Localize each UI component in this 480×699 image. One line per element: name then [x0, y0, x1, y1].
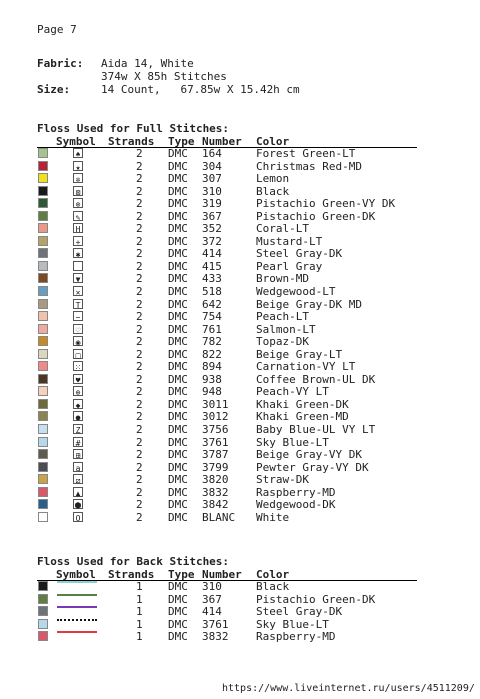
color-name-cell: Raspberry-MD	[256, 485, 336, 499]
table-row	[37, 512, 417, 525]
color-name-cell: Peach-VY LT	[256, 385, 329, 399]
back-stitches-title: Floss Used for Back Stitches:	[37, 555, 230, 568]
number-cell: 894	[202, 360, 222, 374]
color-swatch	[38, 449, 48, 459]
strands-cell: 2	[136, 385, 143, 399]
stitch-symbol-icon: ⁙	[74, 363, 82, 373]
stitch-symbol-icon	[73, 261, 83, 271]
table-row	[37, 299, 417, 312]
stitch-symbol-icon: −	[73, 311, 83, 321]
header-strands: Strands	[108, 135, 155, 148]
color-name-cell: Peach-LT	[256, 310, 309, 324]
type-cell: DMC	[168, 617, 188, 631]
color-swatch	[38, 499, 48, 509]
number-cell: 3787	[202, 448, 229, 462]
header-color: Color	[256, 568, 290, 581]
table-row	[37, 594, 417, 607]
backstitch-line-symbol	[57, 619, 97, 621]
strands-cell: 2	[136, 510, 143, 524]
color-name-cell: Khaki Green-MD	[256, 410, 349, 424]
color-name-cell: Pistachio Green-DK	[256, 592, 376, 606]
type-cell: DMC	[168, 410, 188, 424]
color-swatch	[38, 487, 48, 497]
table-row	[37, 211, 417, 224]
color-swatch	[38, 223, 48, 233]
strands-cell: 2	[136, 410, 143, 424]
stitch-symbol-icon: ⧄	[73, 474, 83, 484]
table-row	[37, 474, 417, 487]
table-row	[37, 173, 417, 186]
color-name-cell: Pewter Gray-VY DK	[256, 460, 369, 474]
stitch-symbol-icon: ▼	[73, 273, 83, 283]
color-name-cell: Coffee Brown-UL DK	[256, 372, 376, 386]
color-swatch	[38, 631, 48, 641]
color-name-cell: Straw-DK	[256, 473, 309, 487]
type-cell: DMC	[168, 397, 188, 411]
strands-cell: 2	[136, 247, 143, 261]
number-cell: 948	[202, 385, 222, 399]
type-cell: DMC	[168, 498, 188, 512]
stitch-symbol-icon: +	[73, 236, 83, 246]
table-row	[37, 248, 417, 261]
color-name-cell: Wedgewood-LT	[256, 285, 336, 299]
stitch-symbol-icon: ✲	[73, 173, 83, 183]
strands-cell: 2	[136, 285, 143, 299]
number-cell: 3761	[202, 617, 229, 631]
type-cell: DMC	[168, 184, 188, 198]
header-type: Type	[168, 135, 195, 148]
table-row	[37, 499, 417, 512]
page-label: Page 7	[37, 23, 77, 36]
color-swatch	[38, 411, 48, 421]
header-symbol: Symbol	[56, 568, 96, 581]
number-cell: 3820	[202, 473, 229, 487]
type-cell: DMC	[168, 159, 188, 173]
color-name-cell: Topaz-DK	[256, 335, 309, 349]
color-name-cell: Black	[256, 184, 290, 198]
backstitch-line-symbol	[57, 606, 97, 608]
color-swatch	[38, 606, 48, 616]
number-cell: 367	[202, 209, 222, 223]
stitch-symbol-icon: a	[73, 462, 83, 472]
stitch-symbol-icon: O	[73, 512, 83, 522]
stitch-symbol-icon: ♠	[73, 148, 83, 158]
type-cell: DMC	[168, 322, 188, 336]
strands-cell: 2	[136, 460, 143, 474]
size-value: 14 Count, 67.85w X 15.42h cm	[101, 83, 300, 96]
number-cell: 761	[202, 322, 222, 336]
backstitch-line-symbol	[57, 581, 97, 583]
strands-cell: 2	[136, 222, 143, 236]
stitch-symbol-icon: H	[73, 223, 83, 233]
type-cell: DMC	[168, 473, 188, 487]
strands-cell: 2	[136, 485, 143, 499]
table-row	[37, 606, 417, 619]
type-cell: DMC	[168, 360, 188, 374]
type-cell: DMC	[168, 592, 188, 606]
strands-cell: 2	[136, 448, 143, 462]
table-row	[37, 198, 417, 211]
stitch-symbol-icon: ♥	[73, 374, 83, 384]
color-name-cell: Pistachio Green-DK	[256, 209, 376, 223]
color-name-cell: Christmas Red-MD	[256, 159, 362, 173]
color-name-cell: Wedgewood-DK	[256, 498, 336, 512]
type-cell: DMC	[168, 460, 188, 474]
number-cell: 415	[202, 259, 222, 273]
stitch-symbol-icon: ●	[73, 411, 83, 421]
number-cell: 3012	[202, 410, 229, 424]
color-swatch	[38, 211, 48, 221]
color-swatch	[38, 299, 48, 309]
strands-cell: 2	[136, 159, 143, 173]
color-swatch	[38, 173, 48, 183]
number-cell: 310	[202, 184, 222, 198]
type-cell: DMC	[168, 630, 188, 644]
stitch-symbol-icon: □	[73, 349, 83, 359]
back-stitches-rows	[37, 581, 417, 644]
strands-cell: 2	[136, 209, 143, 223]
color-swatch	[38, 386, 48, 396]
strands-cell: 1	[136, 605, 143, 619]
table-row	[37, 286, 417, 299]
number-cell: 754	[202, 310, 222, 324]
stitch-symbol-icon: ♡	[73, 324, 83, 334]
color-name-cell: Black	[256, 580, 290, 593]
number-cell: 3761	[202, 435, 229, 449]
table-row	[37, 161, 417, 174]
type-cell: DMC	[168, 347, 188, 361]
header-strands: Strands	[108, 568, 155, 581]
color-swatch	[38, 186, 48, 196]
strands-cell: 2	[136, 360, 143, 374]
number-cell: 414	[202, 605, 222, 619]
number-cell: 3799	[202, 460, 229, 474]
full-stitches-title: Floss Used for Full Stitches:	[37, 122, 230, 135]
table-row	[37, 349, 417, 362]
color-name-cell: Sky Blue-LT	[256, 435, 329, 449]
type-cell: DMC	[168, 485, 188, 499]
table-row	[37, 449, 417, 462]
color-name-cell: Salmon-LT	[256, 322, 316, 336]
full-stitches-table	[37, 135, 417, 524]
table-row	[37, 424, 417, 437]
type-cell: DMC	[168, 310, 188, 324]
type-cell: DMC	[168, 147, 188, 160]
number-cell: 310	[202, 580, 222, 593]
full-stitches-rows	[37, 148, 417, 524]
type-cell: DMC	[168, 272, 188, 286]
number-cell: 938	[202, 372, 222, 386]
color-name-cell: Carnation-VY LT	[256, 360, 356, 374]
number-cell: 433	[202, 272, 222, 286]
strands-cell: 1	[136, 592, 143, 606]
full-stitches-header	[37, 135, 417, 148]
size-label: Size:	[37, 83, 71, 96]
number-cell: 319	[202, 197, 222, 211]
color-name-cell: Raspberry-MD	[256, 630, 336, 644]
number-cell: 414	[202, 247, 222, 261]
number-cell: 3842	[202, 498, 229, 512]
strands-cell: 2	[136, 147, 143, 160]
stitch-symbol-icon: ⊠	[73, 186, 83, 196]
type-cell: DMC	[168, 335, 188, 349]
strands-cell: 2	[136, 397, 143, 411]
strands-cell: 2	[136, 259, 143, 273]
type-cell: DMC	[168, 605, 188, 619]
fabric-label: Fabric:	[37, 57, 84, 70]
backstitch-line-symbol	[57, 594, 97, 596]
color-name-cell: White	[256, 510, 290, 524]
color-swatch	[38, 148, 48, 158]
color-swatch	[38, 349, 48, 359]
stitch-symbol-icon: ⬢	[74, 501, 82, 511]
back-stitches-table	[37, 568, 417, 644]
color-swatch	[38, 336, 48, 346]
back-stitches-header	[37, 568, 417, 581]
strands-cell: 2	[136, 184, 143, 198]
number-cell: 822	[202, 347, 222, 361]
color-swatch	[38, 286, 48, 296]
stitch-symbol-icon: ✎	[73, 211, 83, 221]
color-swatch	[38, 462, 48, 472]
color-name-cell: Khaki Green-DK	[256, 397, 349, 411]
color-name-cell: Beige Gray-DK MD	[256, 297, 362, 311]
color-swatch	[38, 236, 48, 246]
header-color: Color	[256, 135, 290, 148]
strands-cell: 1	[136, 580, 143, 593]
number-cell: 3011	[202, 397, 229, 411]
strands-cell: 2	[136, 272, 143, 286]
type-cell: DMC	[168, 234, 188, 248]
table-row	[37, 261, 417, 274]
strands-cell: 2	[136, 347, 143, 361]
color-swatch	[38, 437, 48, 447]
stitch-symbol-icon: ✱	[73, 248, 83, 258]
stitch-symbol-icon: ⊗	[73, 198, 83, 208]
header-number: Number	[202, 135, 242, 148]
table-row	[37, 631, 417, 644]
color-swatch	[38, 424, 48, 434]
color-name-cell: Steel Gray-DK	[256, 247, 343, 261]
number-cell: 352	[202, 222, 222, 236]
fabric-stitches: 374w X 85h Stitches	[101, 70, 227, 83]
strands-cell: 2	[136, 172, 143, 186]
strands-cell: 2	[136, 498, 143, 512]
color-name-cell: Sky Blue-LT	[256, 617, 329, 631]
color-name-cell: Baby Blue-UL VY LT	[256, 423, 376, 437]
color-swatch	[38, 512, 48, 522]
backstitch-line-symbol	[57, 631, 97, 633]
color-swatch	[38, 374, 48, 384]
color-swatch	[38, 161, 48, 171]
number-cell: 307	[202, 172, 222, 186]
table-row	[37, 223, 417, 236]
color-name-cell: Beige Gray-VY DK	[256, 448, 362, 462]
number-cell: 164	[202, 147, 222, 160]
table-row	[37, 273, 417, 286]
stitch-symbol-icon: T	[73, 299, 83, 309]
color-name-cell: Brown-MD	[256, 272, 309, 286]
strands-cell: 2	[136, 335, 143, 349]
number-cell: 372	[202, 234, 222, 248]
strands-cell: 2	[136, 310, 143, 324]
strands-cell: 2	[136, 197, 143, 211]
color-swatch	[38, 594, 48, 604]
stitch-symbol-icon: #	[73, 437, 83, 447]
color-name-cell: Pearl Gray	[256, 259, 323, 273]
strands-cell: 2	[136, 435, 143, 449]
strands-cell: 2	[136, 372, 143, 386]
color-swatch	[38, 399, 48, 409]
color-name-cell: Coral-LT	[256, 222, 309, 236]
type-cell: DMC	[168, 259, 188, 273]
number-cell: 367	[202, 592, 222, 606]
type-cell: DMC	[168, 297, 188, 311]
type-cell: DMC	[168, 222, 188, 236]
header-symbol: Symbol	[56, 135, 96, 148]
number-cell: 3756	[202, 423, 229, 437]
strands-cell: 2	[136, 322, 143, 336]
table-row	[37, 374, 417, 387]
type-cell: DMC	[168, 435, 188, 449]
type-cell: DMC	[168, 209, 188, 223]
type-cell: DMC	[168, 510, 188, 524]
source-url-link[interactable]: https://www.liveinternet.ru/users/4511209/	[222, 683, 475, 694]
header-type: Type	[168, 568, 195, 581]
number-cell: 518	[202, 285, 222, 299]
type-cell: DMC	[168, 197, 188, 211]
strands-cell: 1	[136, 617, 143, 631]
color-name-cell: Lemon	[256, 172, 290, 186]
table-row	[37, 336, 417, 349]
number-cell: 3832	[202, 485, 229, 499]
type-cell: DMC	[168, 372, 188, 386]
type-cell: DMC	[168, 247, 188, 261]
strands-cell: 2	[136, 234, 143, 248]
color-name-cell: Forest Green-LT	[256, 147, 356, 160]
stitch-symbol-icon: ✕	[73, 286, 83, 296]
color-name-cell: Pistachio Green-VY DK	[256, 197, 396, 211]
fabric-size-info	[37, 57, 300, 96]
color-swatch	[38, 581, 48, 591]
table-row	[37, 148, 417, 161]
color-swatch	[38, 324, 48, 334]
color-swatch	[38, 474, 48, 484]
number-cell: 782	[202, 335, 222, 349]
type-cell: DMC	[168, 423, 188, 437]
number-cell: 3832	[202, 630, 229, 644]
color-name-cell: Mustard-LT	[256, 234, 323, 248]
table-row	[37, 581, 417, 594]
type-cell: DMC	[168, 285, 188, 299]
color-name-cell: Beige Gray-LT	[256, 347, 343, 361]
stitch-symbol-icon: Z	[73, 424, 83, 434]
table-row	[37, 324, 417, 337]
type-cell: DMC	[168, 580, 188, 593]
stitch-symbol-icon: ⊕	[73, 386, 83, 396]
color-swatch	[38, 361, 48, 371]
type-cell: DMC	[168, 448, 188, 462]
strands-cell: 1	[136, 630, 143, 644]
color-swatch	[38, 619, 48, 629]
number-cell: 304	[202, 159, 222, 173]
color-swatch	[38, 248, 48, 258]
color-swatch	[38, 311, 48, 321]
strands-cell: 2	[136, 297, 143, 311]
color-swatch	[38, 273, 48, 283]
stitch-symbol-icon: ▲	[73, 487, 83, 497]
table-row	[37, 311, 417, 324]
stitch-symbol-icon: ⊞	[73, 449, 83, 459]
type-cell: DMC	[168, 385, 188, 399]
table-row	[37, 236, 417, 249]
stitch-symbol-icon: ◆	[73, 399, 83, 409]
number-cell: 642	[202, 297, 222, 311]
number-cell: BLANC	[202, 510, 236, 524]
stitch-symbol-icon: ★	[73, 161, 83, 171]
stitch-symbol-icon: ◉	[73, 336, 83, 346]
color-swatch	[38, 198, 48, 208]
strands-cell: 2	[136, 423, 143, 437]
type-cell: DMC	[168, 172, 188, 186]
header-number: Number	[202, 568, 242, 581]
color-swatch	[38, 261, 48, 271]
table-row	[37, 361, 417, 374]
color-name-cell: Steel Gray-DK	[256, 605, 343, 619]
strands-cell: 2	[136, 473, 143, 487]
fabric-value: Aida 14, White	[101, 57, 194, 70]
